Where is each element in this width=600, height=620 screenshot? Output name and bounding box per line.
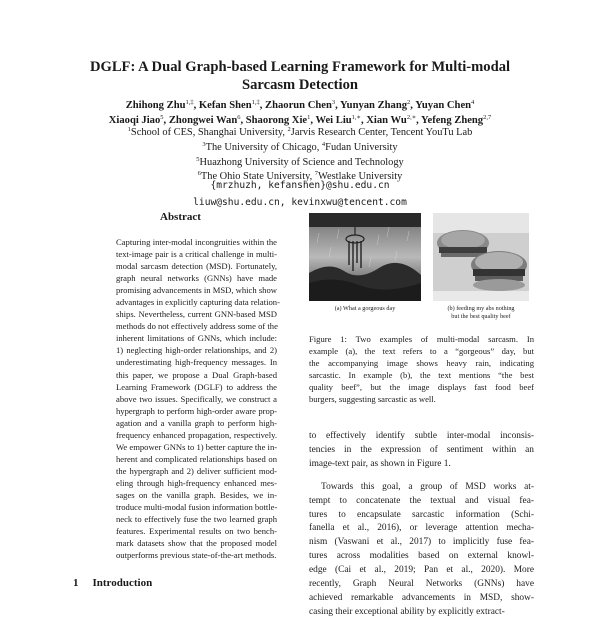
affiliation: Westlake University bbox=[318, 171, 403, 183]
author-affil-mark: 5 bbox=[160, 113, 164, 121]
abstract-line: agation and a vanilla graph to perform high- bbox=[116, 417, 277, 428]
affil-mark: 6 bbox=[197, 170, 201, 178]
affiliation: Jarvis Research Center, Tencent YouTu Lab bbox=[290, 127, 473, 138]
affiliation: School of CES, Shanghai University, bbox=[130, 127, 288, 138]
abstract-line: text-image pair is a critical challenge in multi- bbox=[116, 249, 277, 260]
author-name: Zhihong Zhu bbox=[125, 100, 186, 111]
affiliation-row bbox=[40, 156, 560, 171]
author-affil-mark: 4 bbox=[471, 99, 475, 106]
email-list bbox=[40, 178, 560, 211]
abstract-line: mark datasets show that the proposed model bbox=[116, 538, 277, 549]
author-name: Yuyan Chen bbox=[415, 100, 472, 111]
author-affil-mark: 2 bbox=[407, 99, 411, 106]
email-line[interactable]: liuw@shu.edu.cn, kevinxwu@tencent.com bbox=[193, 196, 407, 208]
affil-mark: 2 bbox=[287, 126, 291, 133]
figure-panel-b-caption bbox=[433, 305, 529, 321]
author-affil-mark: 1,∗ bbox=[351, 113, 361, 121]
author-row: Xiaoqi Jiao$^5$, Zhongwei Wan$^6$, Shaorong Xie$^1$, Wei Liu$^{1,∗}$, Xian $Wu^{2,∗}$, Yefeng Zheng$^{2,7}$ bbox=[108, 113, 492, 126]
body-line: Towards this goal, a group of MSD works at- bbox=[321, 481, 534, 492]
abstract-line: hypergraph to perform high-order aware prop- bbox=[116, 405, 277, 416]
abstract-line: this paper, we propose a Dual Graph-based bbox=[116, 369, 277, 380]
author-name: Wei Liu bbox=[315, 114, 352, 126]
abstract-line: ships. Nevertheless, current GNN-based MSD bbox=[116, 309, 277, 320]
abstract-line: methods do not effectively address some of the bbox=[116, 321, 278, 332]
author-affil-mark: 2,7 bbox=[483, 113, 492, 121]
affiliation: Huazhong University of Science and Technology bbox=[199, 156, 404, 168]
abstract-line: sages on the vanilla graph. Besides, we in- bbox=[116, 489, 277, 500]
figure-caption-line: Figure 1: Two examples of multi-modal sarcasm. In bbox=[309, 334, 534, 344]
abstract-line: inherent limitations of GNNs, which include: bbox=[116, 333, 277, 344]
affil-mark: 7 bbox=[314, 170, 319, 178]
caption-line: but the best quality beef bbox=[451, 313, 511, 320]
abstract-line: advantages in explicitly capturing data relation- bbox=[116, 297, 280, 308]
abstract-line: the hypergraph and 2) deliver sufficient mod- bbox=[116, 465, 277, 476]
section-title: Introduction bbox=[92, 577, 153, 589]
abstract-line: Learning Framework (DGLF) to address the bbox=[116, 381, 277, 392]
figure-panel-a bbox=[309, 213, 421, 313]
title-line: DGLF: A Dual Graph-based Learning Framework for Multi-modal bbox=[89, 59, 511, 75]
affil-mark: 5 bbox=[196, 155, 200, 163]
author-name: Yunyan Zhang bbox=[340, 100, 408, 111]
rainy-window-photo bbox=[309, 213, 421, 301]
body-line: tures across modalities based on external knowl- bbox=[309, 551, 534, 562]
author-affil-mark: 1,‡ bbox=[185, 99, 194, 106]
affiliation: Fudan University bbox=[325, 141, 398, 153]
title-line: Sarcasm Detection bbox=[241, 77, 359, 93]
body-line: to effectively identify subtle inter-modal inconsis- bbox=[309, 431, 534, 441]
body-line: tempt to concatenate the textual and visual fea- bbox=[309, 495, 534, 506]
abstract-line: eling through high-frequency enhanced mes- bbox=[116, 477, 277, 488]
body-line: nism (Vaswani et al., 2017) to implicitly fuse fea- bbox=[309, 537, 534, 548]
abstract-line: features. Experimental results on two bench- bbox=[116, 526, 277, 537]
affil-mark: 3 bbox=[202, 140, 206, 148]
author-affil-mark: 3 bbox=[331, 99, 336, 106]
figure-caption-line: burgers, suggesting sarcastic as well. bbox=[309, 393, 436, 404]
abstract-line: herent and complicated relationships based on bbox=[116, 453, 277, 464]
burger-photo bbox=[433, 213, 529, 301]
figure-caption-line: example (a), the text refers to a “gorgeous” day, but bbox=[309, 345, 534, 356]
abstract-line: Capturing inter-modal incongruities within the bbox=[116, 237, 277, 247]
body-line: achieved remarkable advancements in MSD, show- bbox=[309, 592, 534, 603]
body-line: tures to encapsulate sarcastic information (Schi- bbox=[309, 509, 534, 520]
body-line: recently, Graph Neural Networks (GNNs) have bbox=[309, 579, 534, 590]
author-name: Yefeng Zheng bbox=[421, 114, 484, 126]
body-line: edge (Cai et al., 2019; Pan et al., 2020). More bbox=[309, 565, 534, 576]
figure-caption-line: quality beef”, but the image displays fast food beef bbox=[309, 381, 534, 392]
affiliation: The University of Chicago, bbox=[205, 141, 322, 153]
author-list bbox=[40, 99, 560, 128]
abstract-line: outperforms previous state-of-the-art methods. bbox=[116, 550, 277, 561]
abstract-line: frequency enhanced propagation, respectively. bbox=[116, 429, 277, 440]
affiliation-row bbox=[40, 141, 560, 156]
abstract-line: promising advancements in MSD, which show bbox=[116, 285, 277, 296]
author-affil-mark: 6 bbox=[237, 113, 241, 121]
paragraph-gap bbox=[309, 472, 534, 481]
abstract-heading: Abstract bbox=[160, 211, 201, 223]
paper-title bbox=[60, 58, 540, 94]
author-name: Shaorong Xie bbox=[245, 114, 308, 126]
author-name: Xiaoqi Jiao bbox=[108, 114, 161, 126]
figure-caption-line: the accompanying image shows heavy rain, indicating bbox=[309, 357, 534, 368]
caption-line: (b) feeding my abs nothing bbox=[447, 305, 515, 312]
abstract-line: neck to effectively fuse the two learned graph bbox=[116, 514, 277, 525]
abstract-line: We empower GNNs to 1) better capture the in- bbox=[116, 441, 278, 452]
abstract-line: 1) neglecting high-order relationships, and 2) bbox=[116, 345, 277, 356]
author-name: Zhaorun Chen bbox=[265, 100, 332, 111]
body-line: image-text pair, as shown in Figure 1. bbox=[309, 458, 451, 469]
affiliation-list bbox=[40, 126, 560, 185]
figure-1-caption bbox=[309, 334, 534, 405]
author-name: Zhongwei Wan bbox=[168, 114, 238, 126]
section-number: 1 bbox=[73, 577, 79, 589]
abstract-line: graph neural networks (GNNs) have made bbox=[116, 273, 277, 284]
figure-panel-b bbox=[433, 213, 529, 321]
abstract-line: above two issues. Specifically, we construct a bbox=[116, 393, 277, 404]
affiliation-row bbox=[40, 126, 560, 141]
author-row: Zhihong Zhu$^{1,\ddagger}$, Kefan Shen$^{1,\ddagger}$, Zhaorun Chen$^3$, Yunyan Zhang$^2$, Yuyan Chen$^4$ bbox=[125, 99, 475, 111]
author-name: Xian Wu bbox=[366, 114, 407, 126]
email-line[interactable]: {mrzhuzh, kefanshen}@shu.edu.cn bbox=[210, 180, 390, 191]
figure-caption-line: sarcastic. In example (b), the text mentions “the best bbox=[309, 369, 534, 380]
affiliation: The Ohio State University, bbox=[200, 171, 315, 183]
author-affil-mark: 2,∗ bbox=[406, 113, 417, 121]
figure-panel-a-caption: (a) What a gorgeous day bbox=[334, 305, 396, 312]
body-line: tencies in the expression of sentiment within an bbox=[309, 444, 534, 455]
author-affil-mark: 1,‡ bbox=[251, 99, 260, 106]
body-line: casing their exceptional ability by explicitly extract- bbox=[309, 606, 505, 617]
section-heading-introduction bbox=[73, 577, 152, 589]
author-affil-mark: 1 bbox=[307, 113, 311, 121]
abstract-line: underestimating high-frequency messages. In bbox=[116, 357, 277, 368]
abstract-line: troduce multi-modal fusion information bottle- bbox=[116, 502, 278, 513]
body-line: fanella et al., 2016), or leverage attention mecha- bbox=[309, 523, 534, 534]
affil-mark: 1 bbox=[127, 126, 131, 133]
abstract-body bbox=[116, 236, 280, 561]
right-column-body bbox=[309, 430, 534, 620]
abstract-line: modal sarcasm detection (MSD). Fortunately, bbox=[116, 261, 277, 272]
affil-mark: 4 bbox=[321, 140, 326, 148]
author-name: Kefan Shen bbox=[198, 100, 252, 111]
